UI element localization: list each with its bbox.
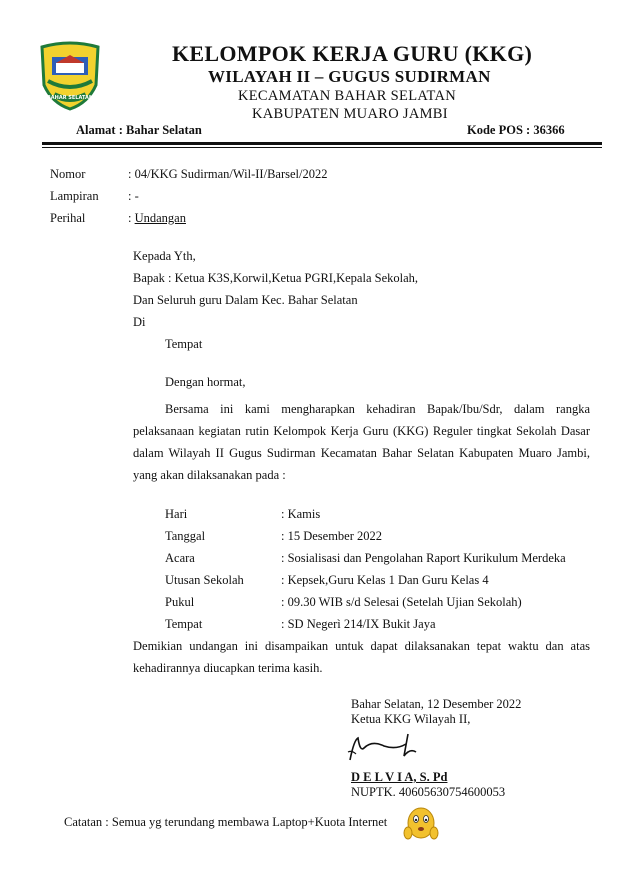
- note-text: Catatan : Semua yg terundang membawa Laptop+Kuota Internet: [64, 815, 388, 829]
- signature-name: D E L V I A, S. Pd: [351, 770, 448, 784]
- logo-text: BAHAR SELATAN: [46, 95, 94, 101]
- signature-place-date: Bahar Selatan, 12 Desember 2022: [351, 697, 522, 711]
- detail-label-tempat: Tempat: [165, 617, 203, 631]
- recipient-tempat: Tempat: [165, 337, 203, 351]
- detail-value-pukul: : 09.30 WIB s/d Selesai (Setelah Ujian Sekolah): [281, 595, 522, 609]
- detail-label-acara: Acara: [165, 551, 195, 565]
- letterhead-address: Alamat : Bahar Selatan: [76, 123, 202, 137]
- meta-label-lampiran: Lampiran: [50, 189, 99, 203]
- recipient-line-2: Dan Seluruh guru Dalam Kec. Bahar Selatan: [133, 293, 358, 307]
- salutation: Dengan hormat,: [165, 375, 246, 389]
- letterhead-divider-thin: [42, 147, 602, 148]
- letterhead-divider-thick: [42, 142, 602, 145]
- letterhead-subtitle: WILAYAH II – GUGUS SUDIRMAN: [208, 67, 491, 86]
- letterhead-postal-code: Kode POS : 36366: [467, 123, 565, 137]
- detail-value-hari: : Kamis: [281, 507, 321, 521]
- detail-value-acara: : Sosialisasi dan Pengolahan Raport Kurikulum Merdeka: [281, 551, 566, 565]
- detail-label-pukul: Pukul: [165, 595, 195, 609]
- emoji-face-icon: [403, 805, 439, 843]
- paragraph-closing: Demikian undangan ini disampaikan untuk dapat dilaksanakan tepat waktu dan atas kehadirannya diucapkan terima kasih.: [133, 639, 590, 675]
- recipient-di: Di: [133, 315, 146, 329]
- meta-value-nomor: : 04/KKG Sudirman/Wil-II/Barsel/2022: [128, 167, 328, 181]
- meta-label-nomor: Nomor: [50, 167, 86, 181]
- recipient-line-1: Bapak : Ketua K3S,Korwil,Ketua PGRI,Kepala Sekolah,: [133, 271, 419, 285]
- kkg-logo: [38, 41, 102, 111]
- signature-position: Ketua KKG Wilayah II,: [351, 712, 471, 726]
- meta-value-lampiran: : -: [128, 189, 139, 203]
- detail-label-utusan: Utusan Sekolah: [165, 573, 244, 587]
- detail-label-tanggal: Tanggal: [165, 529, 206, 543]
- signature-nuptk: NUPTK. 40605630754600053: [351, 785, 506, 799]
- letterhead-title: KELOMPOK KERJA GURU (KKG): [172, 41, 533, 66]
- letterhead-kecamatan: KECAMATAN BAHAR SELATAN: [238, 88, 457, 104]
- detail-label-hari: Hari: [165, 507, 188, 521]
- meta-label-perihal: Perihal: [50, 211, 86, 225]
- meta-value-perihal: : Undangan: [128, 211, 186, 225]
- detail-value-tanggal: : 15 Desember 2022: [281, 529, 383, 543]
- letterhead-kabupaten: KABUPATEN MUARO JAMBI: [252, 106, 448, 122]
- detail-value-tempat: : SD Negerì 214/IX Bukit Jaya: [281, 617, 436, 631]
- recipient-greeting: Kepada Yth,: [133, 249, 196, 263]
- detail-value-utusan: : Kepsek,Guru Kelas 1 Dan Guru Kelas 4: [281, 573, 489, 587]
- handwritten-signature: [344, 730, 424, 766]
- paragraph-invitation: Bersama ini kami mengharapkan kehadiran Bapak/Ibu/Sdr, dalam rangka pelaksanaan kegiatan rutin Kelompok Kerja Guru (KKG) Reguler tingkat Sekolah Dasar dalam Wilayah II Gugus Sudirman Kecamatan Bahar Selatan Kabupaten Muaro Jambi, yang akan dilaksanakan pada :: [133, 402, 590, 482]
